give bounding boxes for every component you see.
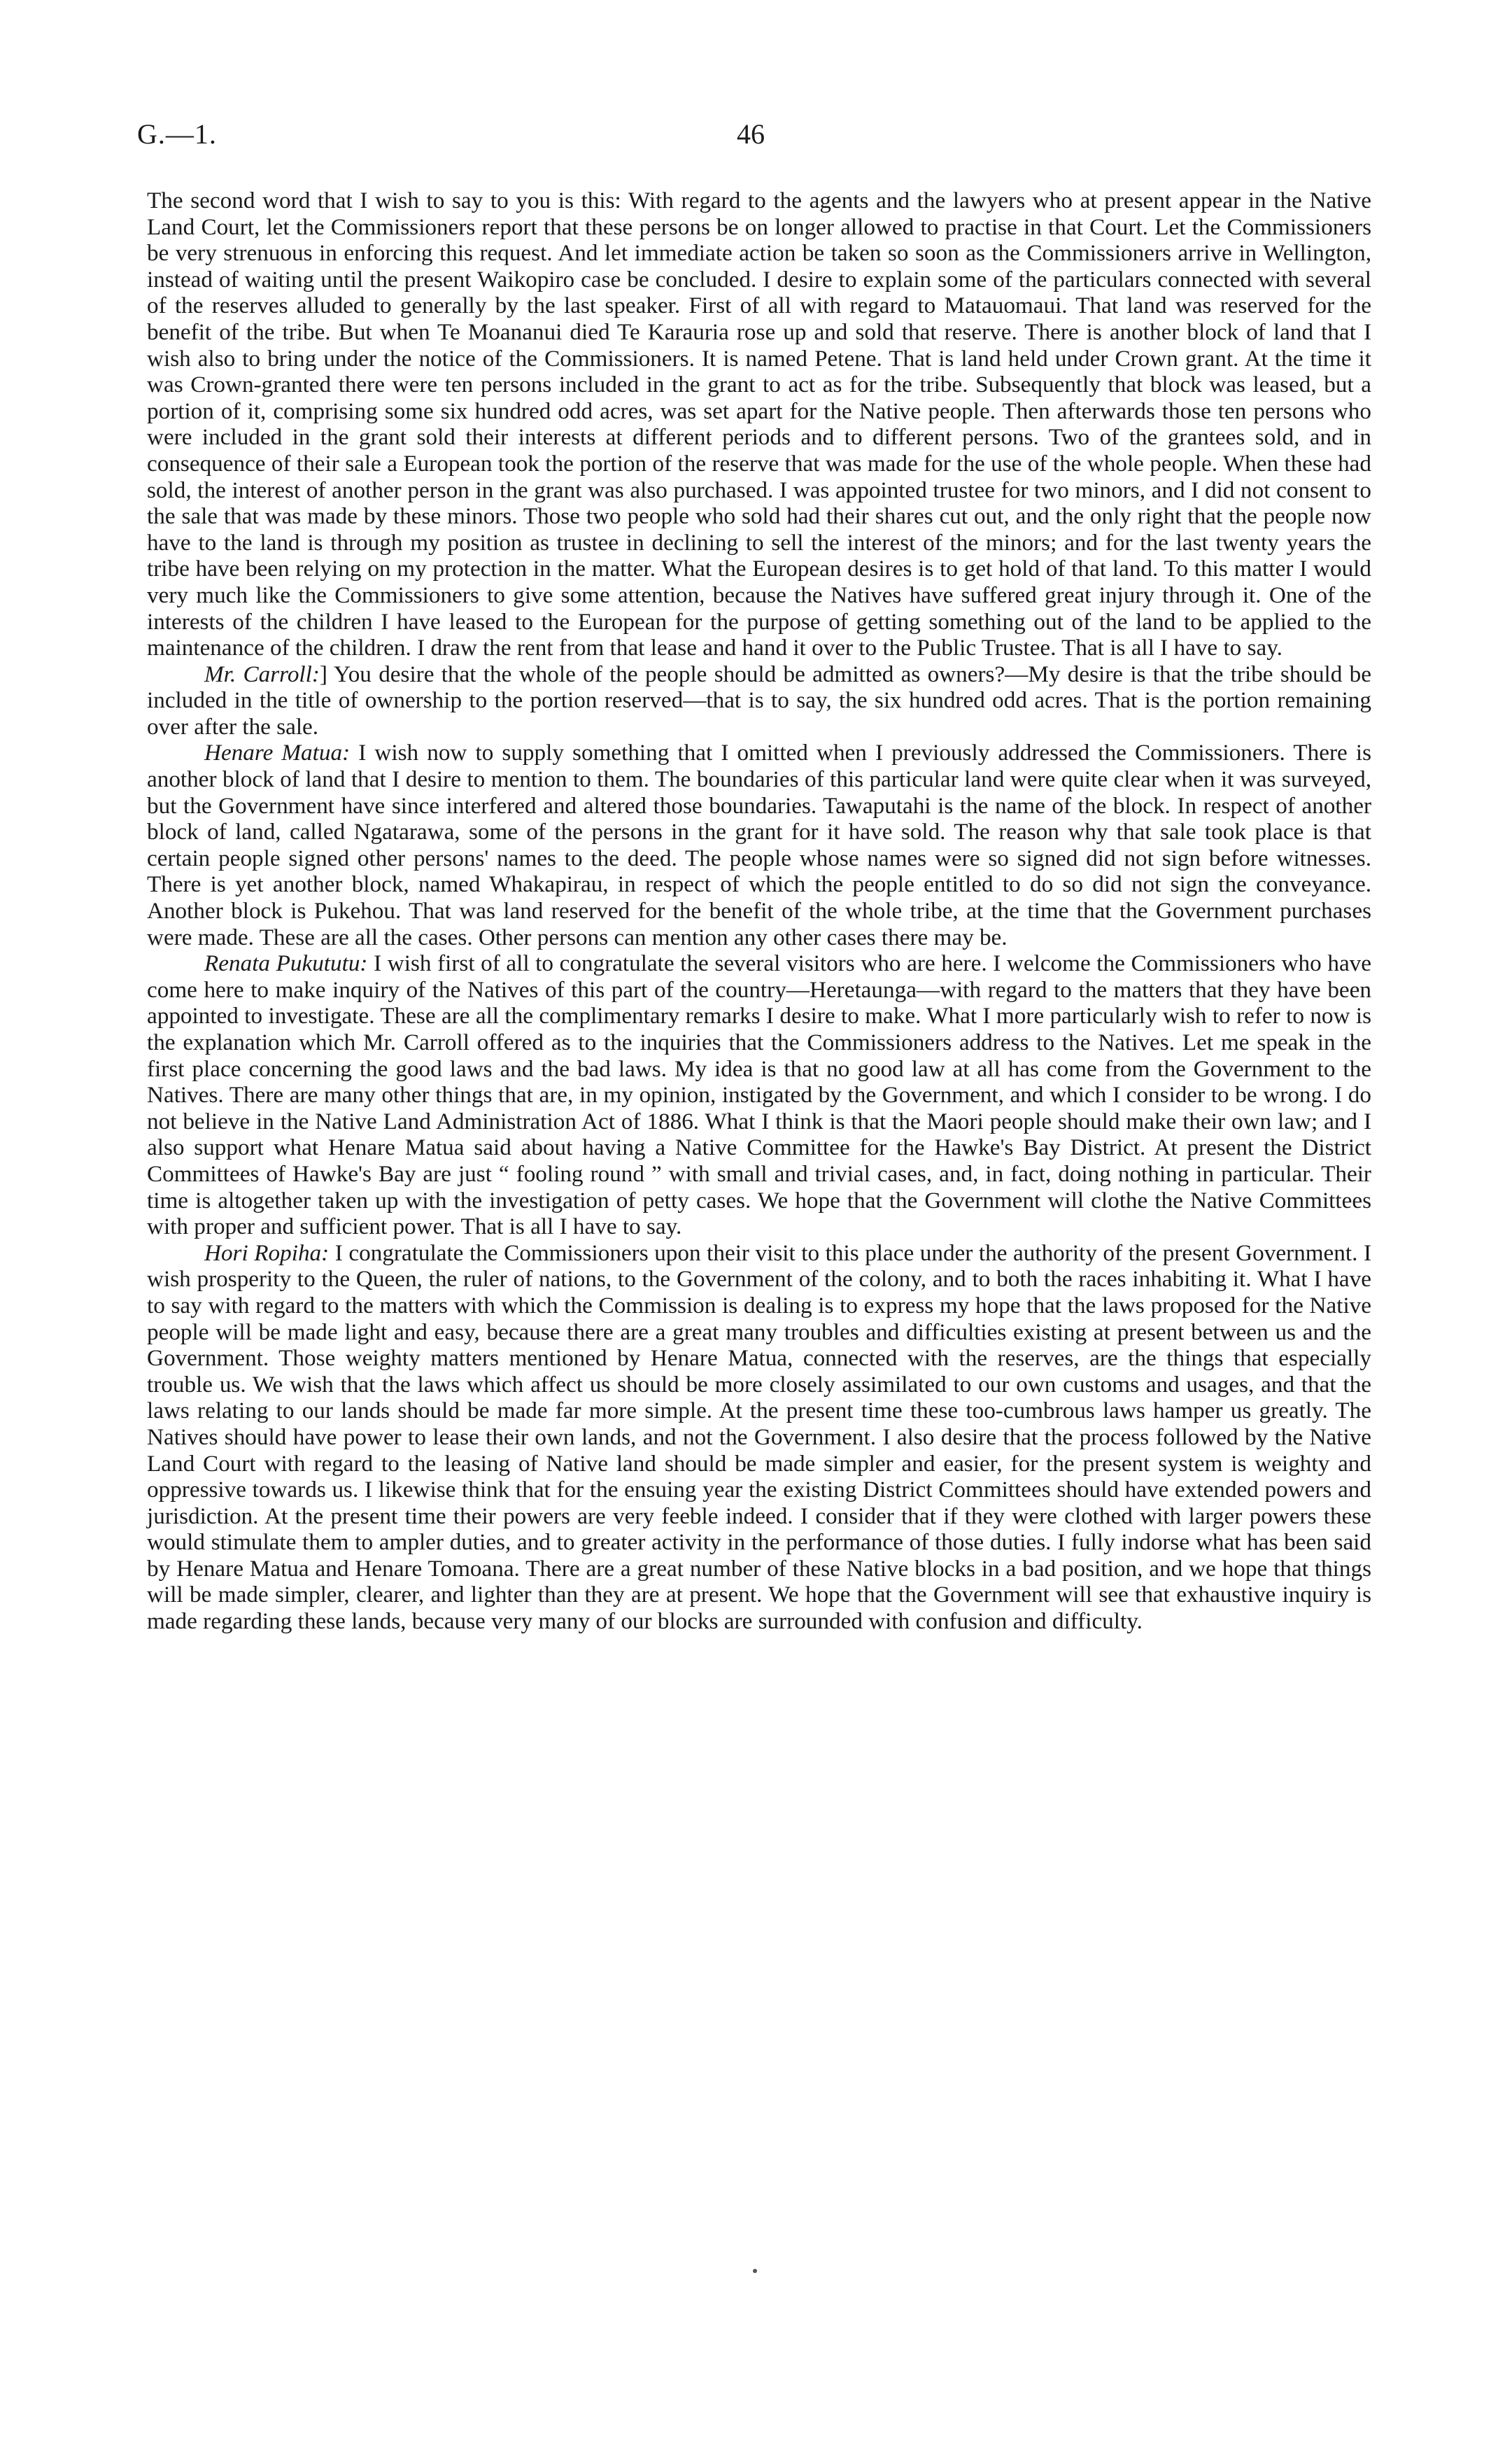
series-number: G.—1. (137, 118, 217, 150)
paragraph-text: I congratulate the Commissioners upon their visit to this place under the authority of the present Government. I wish prosperity to the Queen, the ruler of nations, to the Government of the colony, and to both the races inhabiting it. What I have to say with regard to the matters with which the Commission is dealing is to express my hope that the laws proposed for the Native people will be made light and easy, because there are a great many troubles and difficulties existing at present between us and the Government. Those weighty matters mentioned by Henare Matua, connected with the reserves, are the things that especially trouble us. We wish that the laws which affect us should be more closely assimilated to our own customs and usages, and that the laws relating to our lands should be made far more simple. At the present time these too-cumbrous laws hamper us greatly. The Natives should have power to lease their own lands, and not the Government. I also desire that the process followed by the Native Land Court with regard to the leasing of Native land should be made simpler and easier, for the present system is weighty and oppressive towards us. I likewise think that for the ensuing year the existing District Committees should have extended powers and jurisdiction. At the present time their powers are very feeble indeed. I consider that if they were clothed with larger powers these would stimulate them to ampler duties, and to greater activity in the performance of those duties. I fully indorse what has been said by Henare Matua and Henare Tomoana. There are a great number of these Native blocks in a bad position, and we hope that things will be made simpler, clearer, and lighter than they are at present. We hope that the Government will see that exhaustive inquiry is made regarding these lands, because very many of our blocks are surrounded with confusion and difficulty. (147, 1239, 1371, 1635)
scan-speck-mark (753, 2269, 757, 2273)
speaker-name: Mr. Carroll: (204, 661, 320, 687)
speaker-name: Hori Ropiha: (204, 1239, 330, 1266)
running-head (137, 118, 1364, 160)
page-number: 46 (737, 118, 765, 150)
paragraph-text: ] You desire that the whole of the people should be admitted as owners?—My desire is that the tribe should be included in the title of ownership to the portion reserved—that is to say, the six hundred odd acres. That is the portion remaining over after the sale. (147, 661, 1372, 740)
speaker-name: Renata Pukututu: (204, 950, 368, 977)
body-text (147, 188, 1371, 1635)
paragraph-opening (147, 188, 1371, 661)
paragraph-hori-ropiha (147, 1240, 1371, 1635)
paragraph-henare-matua (147, 740, 1371, 950)
paragraph-carroll (147, 661, 1371, 740)
paragraph-text: The second word that I wish to say to you is this: With regard to the agents and the lawyers who at present appear in the Native Land Court, let the Commissioners report that these persons be on longer allowed to practise in that Court. Let the Commissioners be very strenuous in enforcing this request. And let immediate action be taken so soon as the Commissioners arrive in Wellington, instead of waiting until the present Waikopiro case be concluded. I desire to explain some of the particulars connected with several of the reserves alluded to generally by the last speaker. First of all with regard to Matauomaui. That land was reserved for the benefit of the tribe. But when Te Moananui died Te Karauria rose up and sold that reserve. There is another block of land that I wish also to bring under the notice of the Commissioners. It is named Petene. That is land held under Crown grant. At the time it was Crown-granted there were ten persons included in the grant to act as for the tribe. Subsequently that block was leased, but a portion of it, comprising some six hundred odd acres, was set apart for the Native people. Then afterwards those ten persons who were included in the grant sold their interests at different periods and to different persons. Two of the grantees sold, and in consequence of their sale a European took the portion of the reserve that was made for the use of the whole people. When these had sold, the interest of another person in the grant was also purchased. I was appointed trustee for two minors, and I did not consent to the sale that was made by these minors. Those two people who sold had their shares cut out, and the only right that the people now have to the land is through my position as trustee in declining to sell the interest of the minors; and for the last twenty years the tribe have been relying on my protection in the matter. What the European desires is to get hold of that land. To this matter I would very much like the Commissioners to give some attention, because the Natives have suffered great injury through it. One of the interests of the children I have leased to the European for the purpose of getting something out of the land to be applied to the maintenance of the children. I draw the rent from that lease and hand it over to the Public Trustee. That is all I have to say. (147, 188, 1371, 661)
speaker-name: Henare Matua: (204, 740, 351, 766)
paragraph-renata-pukututu (147, 950, 1371, 1240)
paragraph-text: I wish now to supply something that I omitted when I previously addressed the Commissioners. There is another block of land that I desire to mention to them. The boundaries of this particular land were quite clear when it was surveyed, but the Government have since interfered and altered those boundaries. Tawaputahi is the name of the block. In respect of another block of land, called Ngatarawa, some of the persons in the grant for it have sold. The reason why that sale took place is that certain people signed other persons' names to the deed. The people whose names were so signed did not sign before witnesses. There is yet another block, named Whakapirau, in respect of which the people entitled to do so did not sign the conveyance. Another block is Pukehou. That was land reserved for the benefit of the whole tribe, at the time that the Government purchases were made. These are all the cases. Other persons can mention any other cases there may be. (147, 740, 1371, 950)
paragraph-text: I wish first of all to congratulate the several visitors who are here. I welcome the Commissioners who have come here to make inquiry of the Natives of this part of the country—Heretaunga—with regard to the matters that they have been appointed to investigate. These are all the complimentary remarks I desire to make. What I more particularly wish to refer to now is the explanation which Mr. Carroll offered as to the inquiries that the Commissioners address to the Natives. Let me speak in the first place concerning the good laws and the bad laws. My idea is that no good law at all has come from the Government to the Natives. There are many other things that are, in my opinion, instigated by the Government, and which I consider to be wrong. I do not believe in the Native Land Administration Act of 1886. What I think is that the Maori people should make their own law; and I also support what Henare Matua said about having a Native Committee for the Hawke's Bay District. At present the District Committees of Hawke's Bay are just “ fooling round ” with small and trivial cases, and, in fact, doing nothing in particular. Their time is altogether taken up with the investigation of petty cases. We hope that the Government will clothe the Native Committees with proper and sufficient power. That is all I have to say. (147, 950, 1372, 1240)
